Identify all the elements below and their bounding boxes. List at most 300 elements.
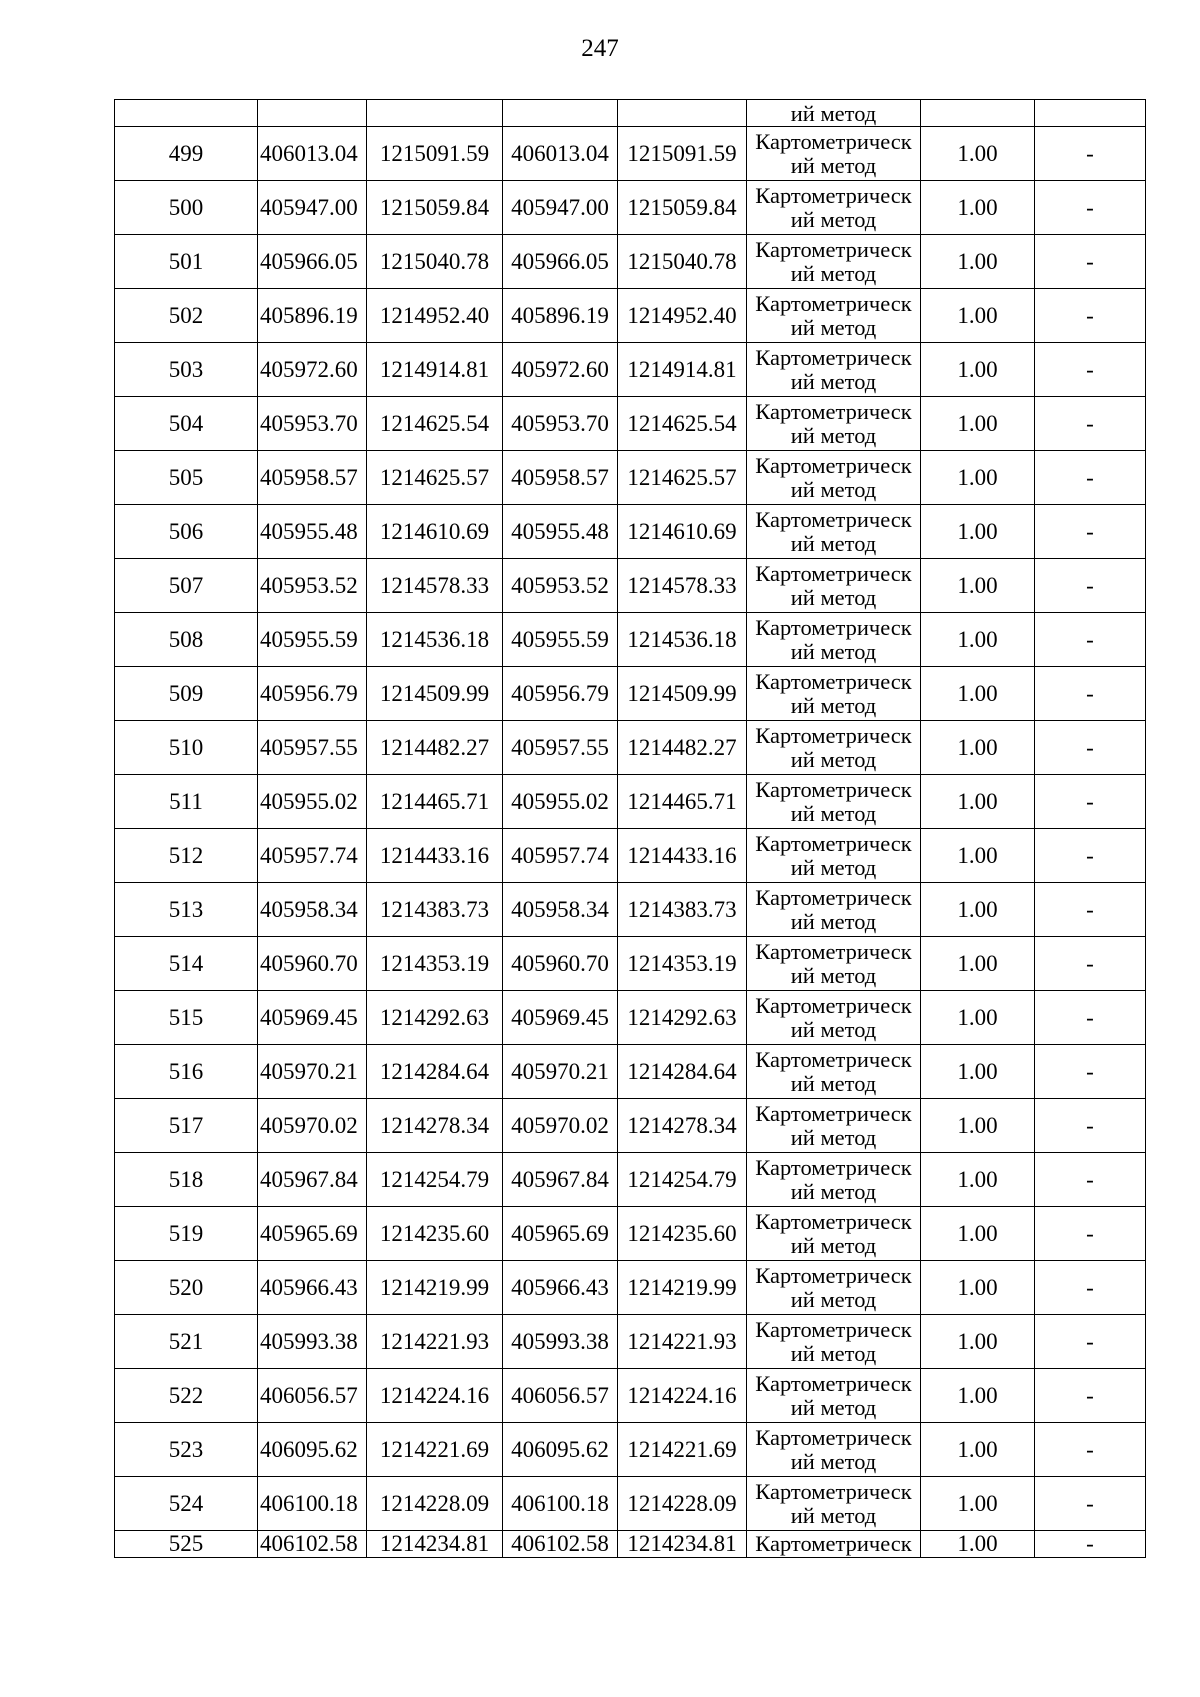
method-cell	[747, 613, 921, 667]
method-cell	[747, 937, 921, 991]
table-row	[115, 1369, 1146, 1423]
note-cell: -	[1035, 559, 1146, 613]
method-line-1: Картометрическ	[755, 992, 912, 1018]
table-row	[115, 1153, 1146, 1207]
method-cell	[747, 289, 921, 343]
method-line-1: Картометрическ	[755, 1262, 912, 1288]
point-number: 516	[115, 1045, 258, 1099]
point-number: 520	[115, 1261, 258, 1315]
coord-y-new: 1214578.33	[618, 559, 747, 613]
note-cell: -	[1035, 829, 1146, 883]
note-cell: -	[1035, 505, 1146, 559]
coord-x-existing: 405957.55	[258, 721, 367, 775]
point-number: 503	[115, 343, 258, 397]
method-cell	[747, 127, 921, 181]
method-line-1: Картометрическ	[755, 1424, 912, 1450]
coord-y-new: 1214224.16	[618, 1369, 747, 1423]
coord-y-new: 1214278.34	[618, 1099, 747, 1153]
method-line-1: Картометрическ	[755, 182, 912, 208]
coord-x-new: 405896.19	[503, 289, 618, 343]
coord-y-existing: 1214224.16	[367, 1369, 503, 1423]
coord-y-existing: 1214610.69	[367, 505, 503, 559]
coord-y-existing: 1214234.81	[367, 1531, 503, 1558]
coord-y-existing: 1214383.73	[367, 883, 503, 937]
coord-x-existing: 406056.57	[258, 1369, 367, 1423]
note-cell: -	[1035, 127, 1146, 181]
table-row	[115, 127, 1146, 181]
point-number: 525	[115, 1531, 258, 1558]
accuracy-value: 1.00	[921, 1153, 1035, 1207]
method-line-1: Картометрическ	[755, 398, 912, 424]
coord-x-new: 405970.21	[503, 1045, 618, 1099]
cell-empty	[258, 100, 367, 127]
coord-y-existing: 1214278.34	[367, 1099, 503, 1153]
method-line-1: Картометрическ	[755, 506, 912, 532]
coord-x-existing: 405967.84	[258, 1153, 367, 1207]
table-row	[115, 1261, 1146, 1315]
coord-y-new: 1215059.84	[618, 181, 747, 235]
method-cell	[747, 1153, 921, 1207]
method-line-2: ий метод	[790, 530, 877, 556]
coord-y-new: 1214292.63	[618, 991, 747, 1045]
method-line-2: ий метод	[790, 1448, 877, 1474]
method-cell	[747, 775, 921, 829]
table-row	[115, 1531, 1146, 1558]
coord-y-new: 1214383.73	[618, 883, 747, 937]
method-line-1: Картометрическ	[755, 614, 912, 640]
method-line-1: Картометрическ	[755, 1316, 912, 1342]
method-line-2: ий метод	[790, 962, 877, 988]
method-line-2: ий метод	[790, 1502, 877, 1528]
point-number: 505	[115, 451, 258, 505]
method-line-2: ий метод	[790, 206, 877, 232]
coord-x-existing: 405955.48	[258, 505, 367, 559]
coord-x-new: 405956.79	[503, 667, 618, 721]
method-cell	[747, 397, 921, 451]
point-number: 507	[115, 559, 258, 613]
table-row	[115, 397, 1146, 451]
coord-x-existing: 406013.04	[258, 127, 367, 181]
coord-y-new: 1214284.64	[618, 1045, 747, 1099]
coord-x-new: 406102.58	[503, 1531, 618, 1558]
method-cell	[747, 1045, 921, 1099]
coord-y-existing: 1214482.27	[367, 721, 503, 775]
accuracy-value: 1.00	[921, 1261, 1035, 1315]
method-line-1: Картометрическ	[755, 128, 912, 154]
method-line-2: ий метод	[790, 476, 877, 502]
coord-x-existing: 405966.43	[258, 1261, 367, 1315]
coord-x-existing: 405966.05	[258, 235, 367, 289]
note-cell: -	[1035, 1531, 1146, 1558]
method-line-1: Картометрическ	[755, 1154, 912, 1180]
note-cell: -	[1035, 883, 1146, 937]
coord-x-existing: 405958.34	[258, 883, 367, 937]
method-line-2: ий метод	[790, 908, 877, 934]
coord-x-new: 405953.52	[503, 559, 618, 613]
method-cell	[747, 991, 921, 1045]
coord-y-existing: 1214284.64	[367, 1045, 503, 1099]
note-cell: -	[1035, 235, 1146, 289]
accuracy-value: 1.00	[921, 829, 1035, 883]
coord-x-new: 405957.55	[503, 721, 618, 775]
coord-y-existing: 1214221.69	[367, 1423, 503, 1477]
note-cell: -	[1035, 289, 1146, 343]
coord-y-new: 1214625.54	[618, 397, 747, 451]
table-body	[115, 100, 1146, 1558]
accuracy-value: 1.00	[921, 775, 1035, 829]
accuracy-value: 1.00	[921, 289, 1035, 343]
coord-y-new: 1214221.69	[618, 1423, 747, 1477]
note-cell: -	[1035, 1099, 1146, 1153]
table-row	[115, 613, 1146, 667]
accuracy-value: 1.00	[921, 235, 1035, 289]
coord-x-new: 405958.34	[503, 883, 618, 937]
coord-x-new: 405969.45	[503, 991, 618, 1045]
method-cell	[747, 559, 921, 613]
table-row	[115, 937, 1146, 991]
method-line-1: Картометрическ	[755, 1046, 912, 1072]
method-cell: ий метод	[747, 100, 921, 127]
coord-x-new: 406013.04	[503, 127, 618, 181]
method-line-1: Картометрическ	[755, 1208, 912, 1234]
point-number: 509	[115, 667, 258, 721]
accuracy-value: 1.00	[921, 1477, 1035, 1531]
coord-x-existing: 405957.74	[258, 829, 367, 883]
table-row	[115, 883, 1146, 937]
coord-y-existing: 1214221.93	[367, 1315, 503, 1369]
accuracy-value: 1.00	[921, 1207, 1035, 1261]
method-line-2: ий метод	[790, 638, 877, 664]
note-cell: -	[1035, 775, 1146, 829]
method-line-2: ий метод	[790, 1394, 877, 1420]
coord-x-new: 406056.57	[503, 1369, 618, 1423]
accuracy-value: 1.00	[921, 613, 1035, 667]
coord-y-new: 1215040.78	[618, 235, 747, 289]
accuracy-value: 1.00	[921, 991, 1035, 1045]
point-number: 508	[115, 613, 258, 667]
method-line-2: ий метод	[790, 1124, 877, 1150]
coord-y-existing: 1214465.71	[367, 775, 503, 829]
note-cell: -	[1035, 1315, 1146, 1369]
note-cell: -	[1035, 937, 1146, 991]
coord-y-existing: 1214219.99	[367, 1261, 503, 1315]
coord-y-new: 1214509.99	[618, 667, 747, 721]
point-number: 514	[115, 937, 258, 991]
coord-x-existing: 405969.45	[258, 991, 367, 1045]
table-row	[115, 721, 1146, 775]
coord-x-new: 405966.05	[503, 235, 618, 289]
point-number: 524	[115, 1477, 258, 1531]
method-line-2: ий метод	[790, 314, 877, 340]
accuracy-value: 1.00	[921, 883, 1035, 937]
coord-y-existing: 1214625.57	[367, 451, 503, 505]
coord-x-new: 406100.18	[503, 1477, 618, 1531]
point-number: 500	[115, 181, 258, 235]
coord-y-existing: 1214914.81	[367, 343, 503, 397]
method-cell	[747, 343, 921, 397]
coord-y-new: 1214433.16	[618, 829, 747, 883]
point-number: 504	[115, 397, 258, 451]
point-number: 521	[115, 1315, 258, 1369]
coord-y-new: 1214234.81	[618, 1531, 747, 1558]
coord-x-existing: 405993.38	[258, 1315, 367, 1369]
coord-y-existing: 1215059.84	[367, 181, 503, 235]
coord-y-existing: 1214292.63	[367, 991, 503, 1045]
coord-y-existing: 1215091.59	[367, 127, 503, 181]
method-cell	[747, 235, 921, 289]
note-cell: -	[1035, 1369, 1146, 1423]
coordinates-table	[114, 99, 1146, 1558]
method-cell	[747, 1261, 921, 1315]
coord-x-new: 405993.38	[503, 1315, 618, 1369]
method-cell	[747, 1099, 921, 1153]
method-line-2: ий метод	[790, 1178, 877, 1204]
table-row	[115, 1099, 1146, 1153]
method-cell	[747, 451, 921, 505]
table-row	[115, 1315, 1146, 1369]
method-line-1: Картометрическ	[755, 290, 912, 316]
point-number: 515	[115, 991, 258, 1045]
coord-y-existing: 1214536.18	[367, 613, 503, 667]
accuracy-value: 1.00	[921, 505, 1035, 559]
method-line-2: ий метод	[790, 584, 877, 610]
method-cell	[747, 1423, 921, 1477]
note-cell: -	[1035, 1423, 1146, 1477]
note-cell: -	[1035, 991, 1146, 1045]
method-line-1: Картометрическ	[755, 1478, 912, 1504]
method-line-2: ий метод	[790, 1232, 877, 1258]
coord-x-new: 405957.74	[503, 829, 618, 883]
coord-x-existing: 405965.69	[258, 1207, 367, 1261]
point-number: 513	[115, 883, 258, 937]
coord-x-existing: 405947.00	[258, 181, 367, 235]
method-cell	[747, 1315, 921, 1369]
point-number: 519	[115, 1207, 258, 1261]
coord-x-new: 405955.02	[503, 775, 618, 829]
table-row	[115, 235, 1146, 289]
note-cell: -	[1035, 451, 1146, 505]
accuracy-value: 1.00	[921, 181, 1035, 235]
coord-x-existing: 406095.62	[258, 1423, 367, 1477]
method-cell	[747, 1207, 921, 1261]
coord-x-existing: 405953.52	[258, 559, 367, 613]
method-line-1: Картометрическ	[755, 830, 912, 856]
coord-y-existing: 1214228.09	[367, 1477, 503, 1531]
continuation-row	[115, 100, 1146, 127]
coord-x-existing: 405958.57	[258, 451, 367, 505]
cell-empty	[1035, 100, 1146, 127]
coord-x-existing: 405953.70	[258, 397, 367, 451]
table-row	[115, 451, 1146, 505]
coord-x-existing: 405970.21	[258, 1045, 367, 1099]
coord-x-new: 405960.70	[503, 937, 618, 991]
method-cell	[747, 1369, 921, 1423]
note-cell: -	[1035, 1477, 1146, 1531]
coord-x-existing: 405955.02	[258, 775, 367, 829]
coord-y-existing: 1214625.54	[367, 397, 503, 451]
table-row	[115, 1207, 1146, 1261]
note-cell: -	[1035, 343, 1146, 397]
coord-x-new: 405958.57	[503, 451, 618, 505]
cell-empty	[921, 100, 1035, 127]
coord-y-new: 1214219.99	[618, 1261, 747, 1315]
point-number: 501	[115, 235, 258, 289]
cell-empty	[503, 100, 618, 127]
coord-y-existing: 1214509.99	[367, 667, 503, 721]
coord-x-new: 405953.70	[503, 397, 618, 451]
point-number: 523	[115, 1423, 258, 1477]
accuracy-value: 1.00	[921, 1369, 1035, 1423]
coord-y-existing: 1215040.78	[367, 235, 503, 289]
coord-x-new: 405955.48	[503, 505, 618, 559]
coord-y-existing: 1214952.40	[367, 289, 503, 343]
coord-x-existing: 405955.59	[258, 613, 367, 667]
method-line-1: Картометрическ	[755, 938, 912, 964]
page-number: 247	[581, 35, 619, 62]
coord-y-existing: 1214578.33	[367, 559, 503, 613]
method-line-1: Картометрическ	[755, 1370, 912, 1396]
coord-y-new: 1214353.19	[618, 937, 747, 991]
table-row	[115, 289, 1146, 343]
coord-y-new: 1215091.59	[618, 127, 747, 181]
method-line-2: ий метод	[790, 1070, 877, 1096]
method-cell	[747, 181, 921, 235]
method-line-1: Картометрическ	[755, 344, 912, 370]
accuracy-value: 1.00	[921, 1315, 1035, 1369]
accuracy-value: 1.00	[921, 343, 1035, 397]
accuracy-value: 1.00	[921, 1531, 1035, 1558]
coord-y-new: 1214465.71	[618, 775, 747, 829]
table-row	[115, 829, 1146, 883]
method-cell: Картометрическ	[747, 1531, 921, 1558]
method-line-1: Картометрическ	[755, 1100, 912, 1126]
note-cell: -	[1035, 667, 1146, 721]
cell-empty	[115, 100, 258, 127]
method-line-2: ий метод	[790, 260, 877, 286]
method-cell	[747, 667, 921, 721]
cell-empty	[367, 100, 503, 127]
method-line-1: Картометрическ	[755, 722, 912, 748]
coord-x-existing: 406100.18	[258, 1477, 367, 1531]
coord-y-new: 1214536.18	[618, 613, 747, 667]
note-cell: -	[1035, 181, 1146, 235]
coord-y-new: 1214482.27	[618, 721, 747, 775]
coord-y-existing: 1214353.19	[367, 937, 503, 991]
point-number: 502	[115, 289, 258, 343]
method-line-2: ий метод	[790, 422, 877, 448]
cell-empty	[618, 100, 747, 127]
method-cell	[747, 1477, 921, 1531]
coord-x-new: 405970.02	[503, 1099, 618, 1153]
point-number: 512	[115, 829, 258, 883]
method-line-2: ий метод	[790, 692, 877, 718]
coord-y-existing: 1214433.16	[367, 829, 503, 883]
coord-x-existing: 405896.19	[258, 289, 367, 343]
method-line-2: ий метод	[790, 1016, 877, 1042]
coord-y-new: 1214235.60	[618, 1207, 747, 1261]
table-row	[115, 505, 1146, 559]
table-row	[115, 1477, 1146, 1531]
note-cell: -	[1035, 1207, 1146, 1261]
method-line-1: Картометрическ	[755, 452, 912, 478]
note-cell: -	[1035, 1261, 1146, 1315]
method-line-2: ий метод	[790, 368, 877, 394]
method-line-1: Картометрическ	[755, 776, 912, 802]
coord-y-existing: 1214254.79	[367, 1153, 503, 1207]
accuracy-value: 1.00	[921, 1045, 1035, 1099]
coord-y-new: 1214952.40	[618, 289, 747, 343]
method-line-1: Картометрическ	[755, 560, 912, 586]
coord-x-new: 405967.84	[503, 1153, 618, 1207]
method-line-1: Картометрическ	[755, 884, 912, 910]
point-number: 511	[115, 775, 258, 829]
accuracy-value: 1.00	[921, 937, 1035, 991]
method-cell	[747, 721, 921, 775]
method-cell	[747, 505, 921, 559]
table-row	[115, 343, 1146, 397]
method-line-2: ий метод	[790, 1286, 877, 1312]
table-row	[115, 991, 1146, 1045]
point-number: 522	[115, 1369, 258, 1423]
method-cell	[747, 883, 921, 937]
coord-x-new: 405947.00	[503, 181, 618, 235]
accuracy-value: 1.00	[921, 1423, 1035, 1477]
table-row	[115, 667, 1146, 721]
note-cell: -	[1035, 397, 1146, 451]
method-line-2: ий метод	[790, 854, 877, 880]
accuracy-value: 1.00	[921, 397, 1035, 451]
coord-x-existing: 405972.60	[258, 343, 367, 397]
table-row	[115, 559, 1146, 613]
accuracy-value: 1.00	[921, 451, 1035, 505]
method-line-2: ий метод	[790, 1340, 877, 1366]
coord-x-existing: 405970.02	[258, 1099, 367, 1153]
table-row	[115, 181, 1146, 235]
accuracy-value: 1.00	[921, 721, 1035, 775]
method-line-2: ий метод	[790, 152, 877, 178]
table-row	[115, 1423, 1146, 1477]
point-number: 518	[115, 1153, 258, 1207]
coord-x-new: 405972.60	[503, 343, 618, 397]
coord-x-existing: 405960.70	[258, 937, 367, 991]
note-cell: -	[1035, 1153, 1146, 1207]
coord-x-new: 405955.59	[503, 613, 618, 667]
coord-y-new: 1214221.93	[618, 1315, 747, 1369]
method-line-2: ий метод	[790, 746, 877, 772]
point-number: 499	[115, 127, 258, 181]
coord-y-new: 1214610.69	[618, 505, 747, 559]
coord-y-new: 1214254.79	[618, 1153, 747, 1207]
coord-x-new: 405966.43	[503, 1261, 618, 1315]
point-number: 510	[115, 721, 258, 775]
note-cell: -	[1035, 721, 1146, 775]
accuracy-value: 1.00	[921, 667, 1035, 721]
coord-x-new: 406095.62	[503, 1423, 618, 1477]
coord-y-new: 1214228.09	[618, 1477, 747, 1531]
method-cell	[747, 829, 921, 883]
point-number: 517	[115, 1099, 258, 1153]
coord-x-existing: 406102.58	[258, 1531, 367, 1558]
coord-x-new: 405965.69	[503, 1207, 618, 1261]
method-line-1: Картометрическ	[755, 236, 912, 262]
accuracy-value: 1.00	[921, 127, 1035, 181]
table-row	[115, 1045, 1146, 1099]
accuracy-value: 1.00	[921, 559, 1035, 613]
accuracy-value: 1.00	[921, 1099, 1035, 1153]
note-cell: -	[1035, 1045, 1146, 1099]
coord-x-existing: 405956.79	[258, 667, 367, 721]
table-row	[115, 775, 1146, 829]
